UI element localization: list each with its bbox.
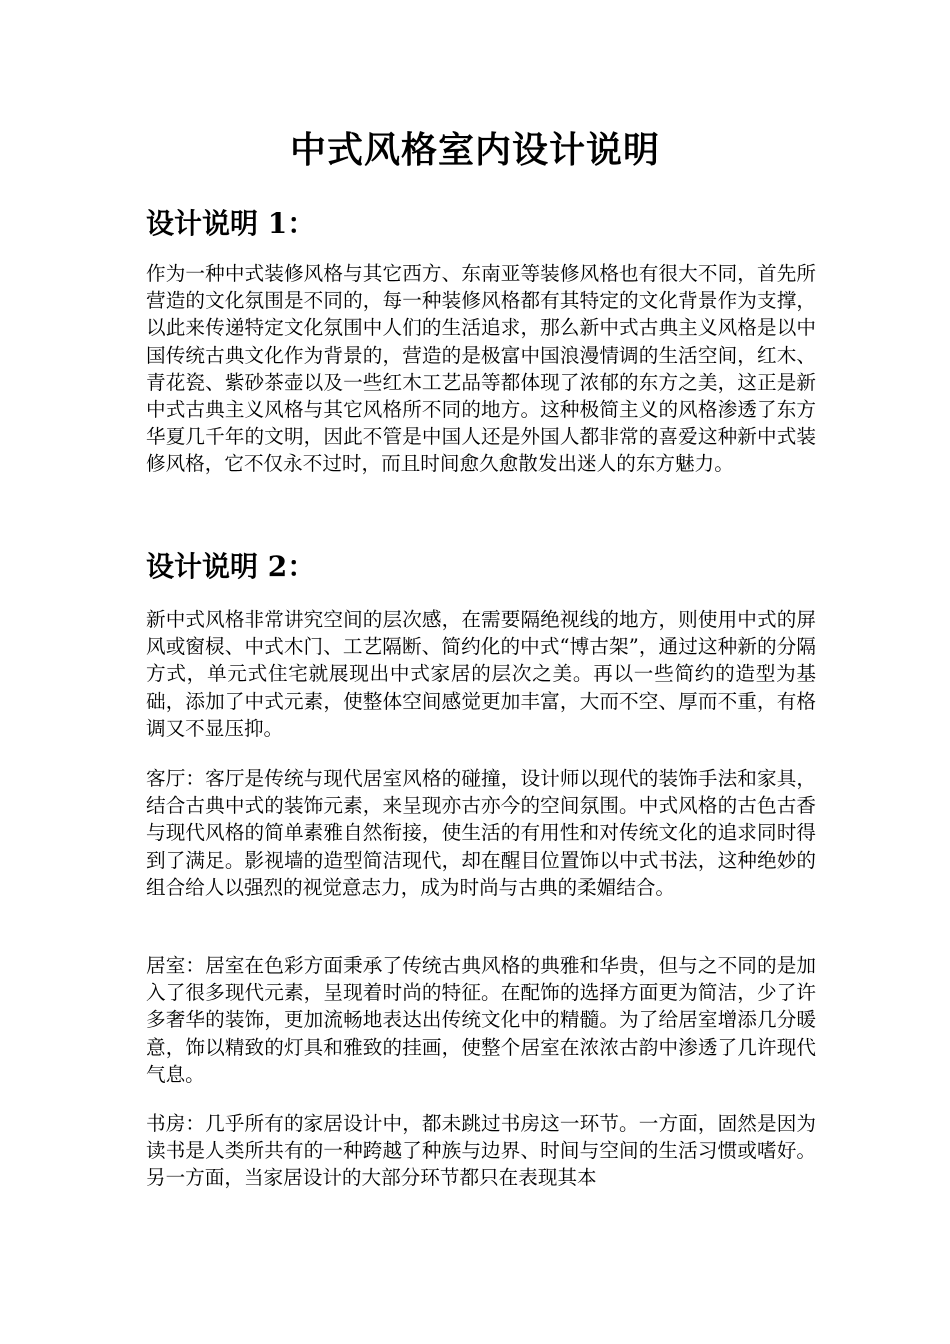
paragraph-layering: 新中式风格非常讲究空间的层次感，在需要隔绝视线的地方，则使用中式的屏风或窗棂、中式木门、工艺隔断、简约化的中式“博古架”，通过这种新的分隔方式，单元式住宅就展现出中式家居的层次之美。再以一些简约的造型为基础，添加了中式元素，使整体空间感觉更加丰富，大而不空、厚而不重，有格调又不显压抑。 <box>146 608 816 740</box>
paragraph-living-room: 客厅：客厅是传统与现代居室风格的碰撞，设计师以现代的装饰手法和家具，结合古典中式的装饰元素，来呈现亦古亦今的空间氛围。中式风格的古色古香与现代风格的简单素雅自然衔接，使生活的有用性和对传统文化的追求同时得到了满足。影视墙的造型简洁现代，却在醒目位置饰以中式书法，这种绝妙的组合给人以强烈的视觉意志力，成为时尚与古典的柔媚结合。 <box>146 767 816 899</box>
paragraph-study: 书房：几乎所有的家居设计中，都未跳过书房这一环节。一方面，固然是因为读书是人类所共有的一种跨越了种族与边界、时间与空间的生活习惯或嗜好。另一方面，当家居设计的大部分环节都只在表现其本 <box>146 1112 816 1190</box>
page-title: 中式风格室内设计说明 <box>289 129 660 171</box>
paragraph-design-note-1: 作为一种中式装修风格与其它西方、东南亚等装修风格也有很大不同，首先所营造的文化氛围是不同的，每一种装修风格都有其特定的文化背景作为支撑，以此来传递特定文化氛围中人们的生活追求，那么新中式古典主义风格是以中国传统古典文化作为背景的，营造的是极富中国浪漫情调的生活空间，红木、青花瓷、紫砂茶壶以及一些红木工艺品等都体现了浓郁的东方之美，这正是新中式古典主义风格与其它风格所不同的地方。这种极简主义的风格渗透了东方华夏几千年的文明，因此不管是中国人还是外国人都非常的喜爱这种新中式装修风格，它不仅永不过时，而且时间愈久愈散发出迷人的东方魅力。 <box>146 262 816 476</box>
section-heading-design-note-1: 设计说明 1： <box>146 207 316 240</box>
paragraph-bedroom: 居室：居室在色彩方面秉承了传统古典风格的典雅和华贵，但与之不同的是加入了很多现代元素，呈现着时尚的特征。在配饰的选择方面更为简洁，少了许多奢华的装饰，更加流畅地表达出传统文化中的精髓。为了给居室增添几分暖意，饰以精致的灯具和雅致的挂画，使整个居室在浓浓古韵中渗透了几许现代气息。 <box>146 954 816 1086</box>
section-heading-design-note-2: 设计说明 2： <box>146 550 316 583</box>
